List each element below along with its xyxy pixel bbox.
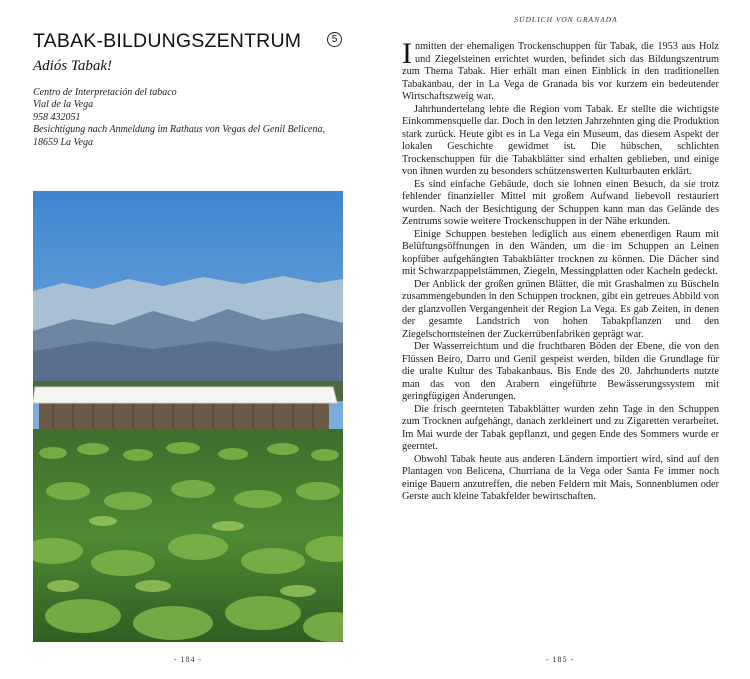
paragraph-text: nmitten der ehemaligen Trockenschuppen für Tabak, die 1953 aus Holz und Ziegelsteinen errichtet wurden, befindet sich das Bildungszentrum zum Thema Tabak. Hier erhält man einen Einblick in den traditionellen Tabakanbau, der in La Vega de Granada bis vor kurzem ein bedeutender Wirtschaftszweig war. (402, 41, 719, 102)
right-page (375, 0, 750, 679)
visit-info-line: Besichtigung nach Anmeldung im Rathaus von Vegas del Genil Belicena, (33, 124, 325, 136)
paragraph: Der Wasserreichtum und die fruchtbaren Böden der Ebene, die von den Flüssen Beiro, Darro und Genil gespeist werden, bilden die Grundlage für die uralte Kultur des Tabakanbaus. Bis Ende des 20. Jahrhunderts nutzte man das von den Arabern eingeführte Bewässerungssystem mit geringfügigen Änderungen. (402, 341, 719, 402)
page-subtitle: Adiós Tabak! (33, 58, 113, 74)
paragraph: Jahrhundertelang lebte die Region vom Tabak. Er stellte die wichtigste Einkommensquelle dar. Doch in den letzten Jahrzehnten ging die Produktion stark zurück. Heute gibt es in La Vega ein Museum, das diesem Aspekt der lokalen Geschichte gewidmet ist. Die hübschen, schlichten Trockenschuppen für die Tabakblätter sind erhalten geblieben, und einige von ihnen wurden zu besonders schützenswerten Kulturbauten erklärt. (402, 103, 719, 177)
paragraph: Einige Schuppen bestehen lediglich aus einem ebenerdigen Raum mit Belüftungsöffnungen in den Wänden, um die im Schuppen an Leinen kopfüber aufgehängten Tabakblätter trocknen zu können. Die Dächer sind mit Schwarzpappelstämmen, Ziegeln, Messingplatten oder Kacheln gedeckt. (402, 228, 719, 277)
paragraph: Die frisch geernteten Tabakblätter wurden zehn Tage in den Schuppen zum Trocknen aufgehängt, danach zerkleinert und zu Zigaretten verarbeitet. Im Mai wurde der Tabak gepflanzt, und gegen Ende des Sommers wurde er geerntet. (402, 403, 719, 452)
photo-illustration (33, 191, 343, 642)
postal-line: 18659 La Vega (33, 136, 93, 148)
entry-number-badge: 5 (327, 32, 342, 47)
running-head: SÜDLICH VON GRANADA (514, 15, 618, 24)
address-line: Vial de la Vega (33, 99, 94, 111)
page-number: - 184 - (173, 655, 203, 664)
page-title: TABAK-BILDUNGSZENTRUM (33, 30, 302, 52)
shed-wall (39, 401, 329, 431)
shed-roof (33, 387, 337, 403)
paragraph (402, 37, 719, 104)
phone-line: 958 432051 (33, 111, 81, 123)
drop-cap: I (402, 37, 412, 70)
address-line: Centro de Interpretación del tabaco (33, 87, 177, 98)
page-number: - 185 - (545, 655, 575, 664)
article-body (402, 37, 719, 504)
address-block (33, 87, 343, 149)
paragraph: Obwohl Tabak heute aus anderen Ländern importiert wird, sind auf den Plantagen von Belicena, Churriana de la Vega oder Santa Fe immer noch einige Bauern anzutreffen, die neben Feldern mit Mais, Sonnenblumen oder Gerste auch kleine Tabakfelder bewirtschaften. (402, 453, 719, 502)
tobacco-field-photo (33, 191, 343, 642)
paragraph: Es sind einfache Gebäude, doch sie lohnen einen Besuch, da sie trotz fehlender finanzieller Mittel mit großem Aufwand liebevoll restauriert wurden. Nach der Besichtigung der Schuppen kann man das Gelände des Zentrums sowie weitere Trockenschuppen in der Nähe erkunden. (402, 178, 719, 227)
paragraph: Der Anblick der großen grünen Blätter, die mit Grashalmen zu Büscheln zusammengebunden in den Schuppen trocknen, gibt ein getreues Abbild von der glanzvollen Vergangenheit der Region La Vega. Es gab Zeiten, in denen der gesamte Landstrich von hohen Tabakpflanzen und den Ziegelschornsteinen der Zuckerrübenfabriken geprägt war. (402, 278, 719, 340)
